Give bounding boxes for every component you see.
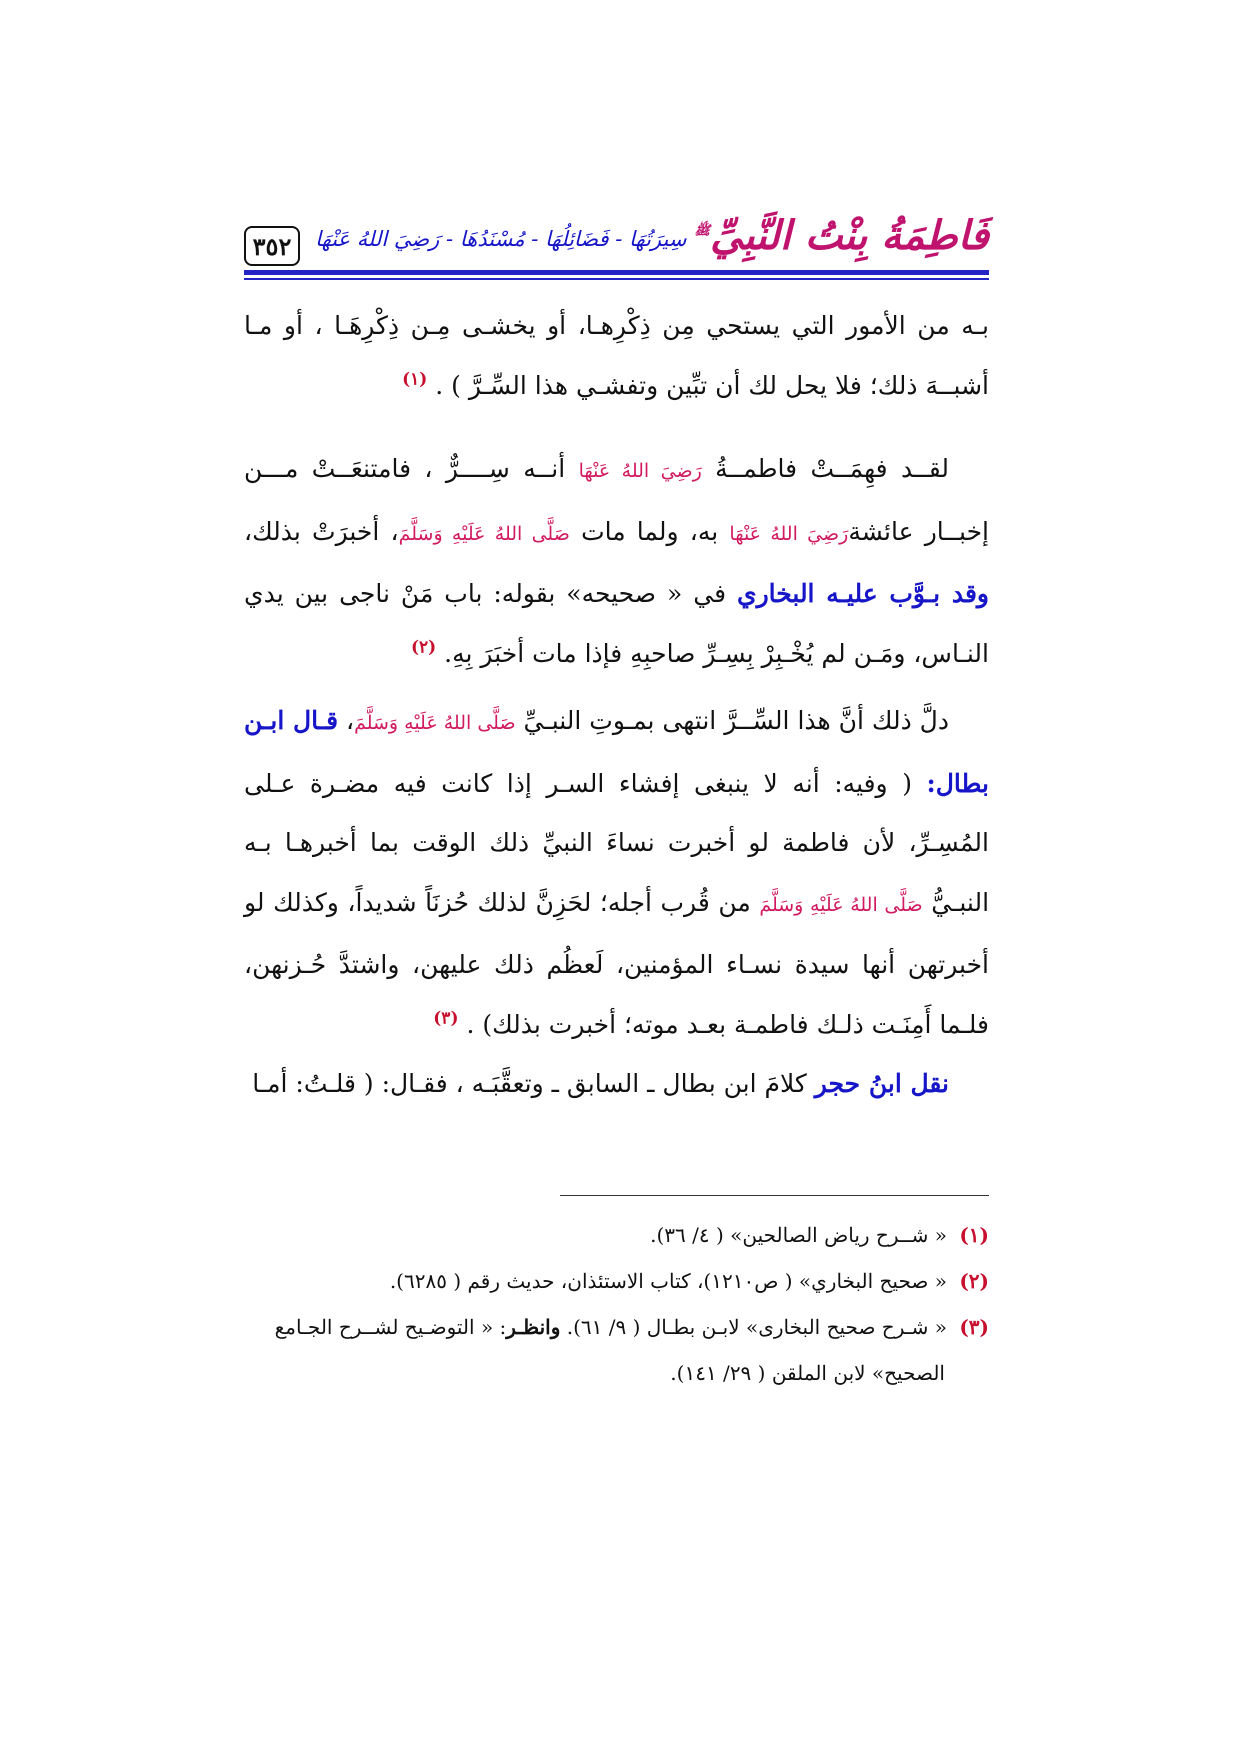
footnote-text-3: « شـرح صحيح البخارى» لابـن بطـال ( ٩/ ٦١). (560, 1315, 947, 1339)
honorific-salla-1: صَلَّى اللهُ عَلَيْهِ وَسَلَّمَ (398, 522, 570, 545)
paragraph-2 (244, 439, 989, 683)
honorific-radiya-1: رَضِيَ اللهُ عَنْهَا (578, 460, 702, 482)
footnote-text-3-bold: وانظـر (506, 1315, 561, 1339)
header-rule-thin (244, 278, 989, 280)
paragraph-3-text-a: دلَّ ذلك أنَّ هذا السِّــرَّ انتهى بمـوتِ النبـيِّ (523, 706, 949, 735)
footnote-marker-1[interactable]: (١) (402, 369, 428, 390)
honorific-salla-3: صَلَّى اللهُ عَلَيْهِ وَسَلَّمَ (759, 893, 923, 916)
footnote-text-1: « شــرح رياض الصالحين» ( ٤/ ٣٦). (650, 1223, 947, 1247)
footnote-text-2: « صحيح البخاري» ( ص١٢١٠)، كتاب الاستئذان، حديث رقم ( ٦٢٨٥). (389, 1269, 947, 1293)
footnote-2 (244, 1258, 989, 1304)
header-rule-thick (244, 270, 989, 275)
footnote-3-continuation: الصحيح» لابن الملقن ( ٢٩/ ١٤١). (670, 1361, 945, 1385)
highlight-bukhari: وقد بـوَّب عليـه البخاري (737, 579, 989, 608)
main-text (244, 296, 989, 1114)
footnote-number-3: (٣) (959, 1315, 989, 1339)
footnotes (244, 1212, 989, 1396)
footnote-number-2: (٢) (959, 1269, 989, 1293)
honorific-radiya-2: رَضِيَ اللهُ عَنْهَا (729, 522, 849, 545)
paragraph-3-text-c: ( وفيه: أنه لا ينبغى إفشاء السـر إذا كانت فيه مضـرة عـلى المُسِـرِّ، لأن فاطمة لو أخبرت نساءَ النبيِّ ذلك الوقت بما أخبرهـا بـه النبـيُّ (244, 768, 990, 917)
paragraph-3-text-d: من قُرب أجله؛ لحَزِنَّ لذلك حُزنَاً شديداً، وكذلك لو أخبرتهن أنها سيدة نسـاء المؤمنين، لَعظُم ذلك عليهن، واشتدَّ حُـزنهن، فلـما أَمِنَـت ذلـك فاطمـة بعـد موته؛ أخبرت بذلك) . (244, 887, 989, 1039)
footnote-3 (244, 1304, 989, 1350)
footnote-marker-2[interactable]: (٢) (410, 637, 437, 658)
page-number: ٣٥٢ (244, 226, 300, 266)
paragraph-4-text: كلامَ ابن بطال ـ السابق ـ وتعقَّبَـه ، فقـال: ( قلـتُ: أمـا (252, 1069, 807, 1098)
running-title (315, 196, 989, 259)
paragraph-3 (244, 691, 989, 1054)
highlight-ibn-battal: قـال ابـن بطال: (244, 706, 989, 798)
paragraph-2-text-d: ، أخبرَتْ بذلك، (244, 516, 399, 546)
footnote-text-3b: : « التوضـيح لشــرح الجـامع (274, 1315, 507, 1339)
paragraph-2-text-e: في « صحيحه» بقوله: باب مَنْ ناجى بين يدي النـاس، ومَـن لم يُخْـبِرْ بِسِـرِّ صاحبِهِ فإذا مات أخبَرَ بِهِ. (244, 579, 989, 668)
paragraph-2-text-b: أنــه سِــــرٌّ ، فامتنعَــتْ مـــن إخبــار عائشة (244, 454, 989, 546)
honorific-salla-2: صَلَّى اللهُ عَلَيْهِ وَسَلَّمَ (354, 712, 516, 734)
paragraph-4 (244, 1054, 989, 1114)
paragraph-1 (244, 296, 989, 415)
page-header (244, 196, 989, 282)
book-subtitle: سِيرَتُهَا - فَضَائِلُهَا - مُسْنَدُهَا - رَضِيَ اللهُ عَنْهَا (315, 226, 687, 251)
footnote-separator (560, 1195, 989, 1196)
paragraph-1-text: بـه من الأمور التي يستحي مِن ذِكْرِهـا، أو يخشـى مِـن ذِكْرِهَـا ، أو مـا أشبــهَ ذلك؛ فلا يحل لك أن تبِّين وتفشـي هذا السِّـرَّ ) . (244, 311, 989, 400)
footnote-marker-3[interactable]: (٣) (433, 1008, 459, 1029)
paragraph-2-text-a: لقــد فهِمَــتْ فاطمــةُ (715, 454, 949, 483)
book-title (694, 212, 989, 259)
title-honorific: ﷺ (694, 223, 711, 239)
paragraph-2-text-c: به، ولما مات (581, 516, 719, 546)
highlight-ibn-hajar: نقل ابنُ حجر (814, 1069, 949, 1098)
footnote-1 (244, 1212, 989, 1258)
book-title-text: فَاطِمَةُ بِنْتُ النَّبِيِّ (710, 212, 989, 259)
footnote-number-1: (١) (959, 1223, 989, 1247)
paragraph-3-text-b: ، (345, 706, 355, 735)
